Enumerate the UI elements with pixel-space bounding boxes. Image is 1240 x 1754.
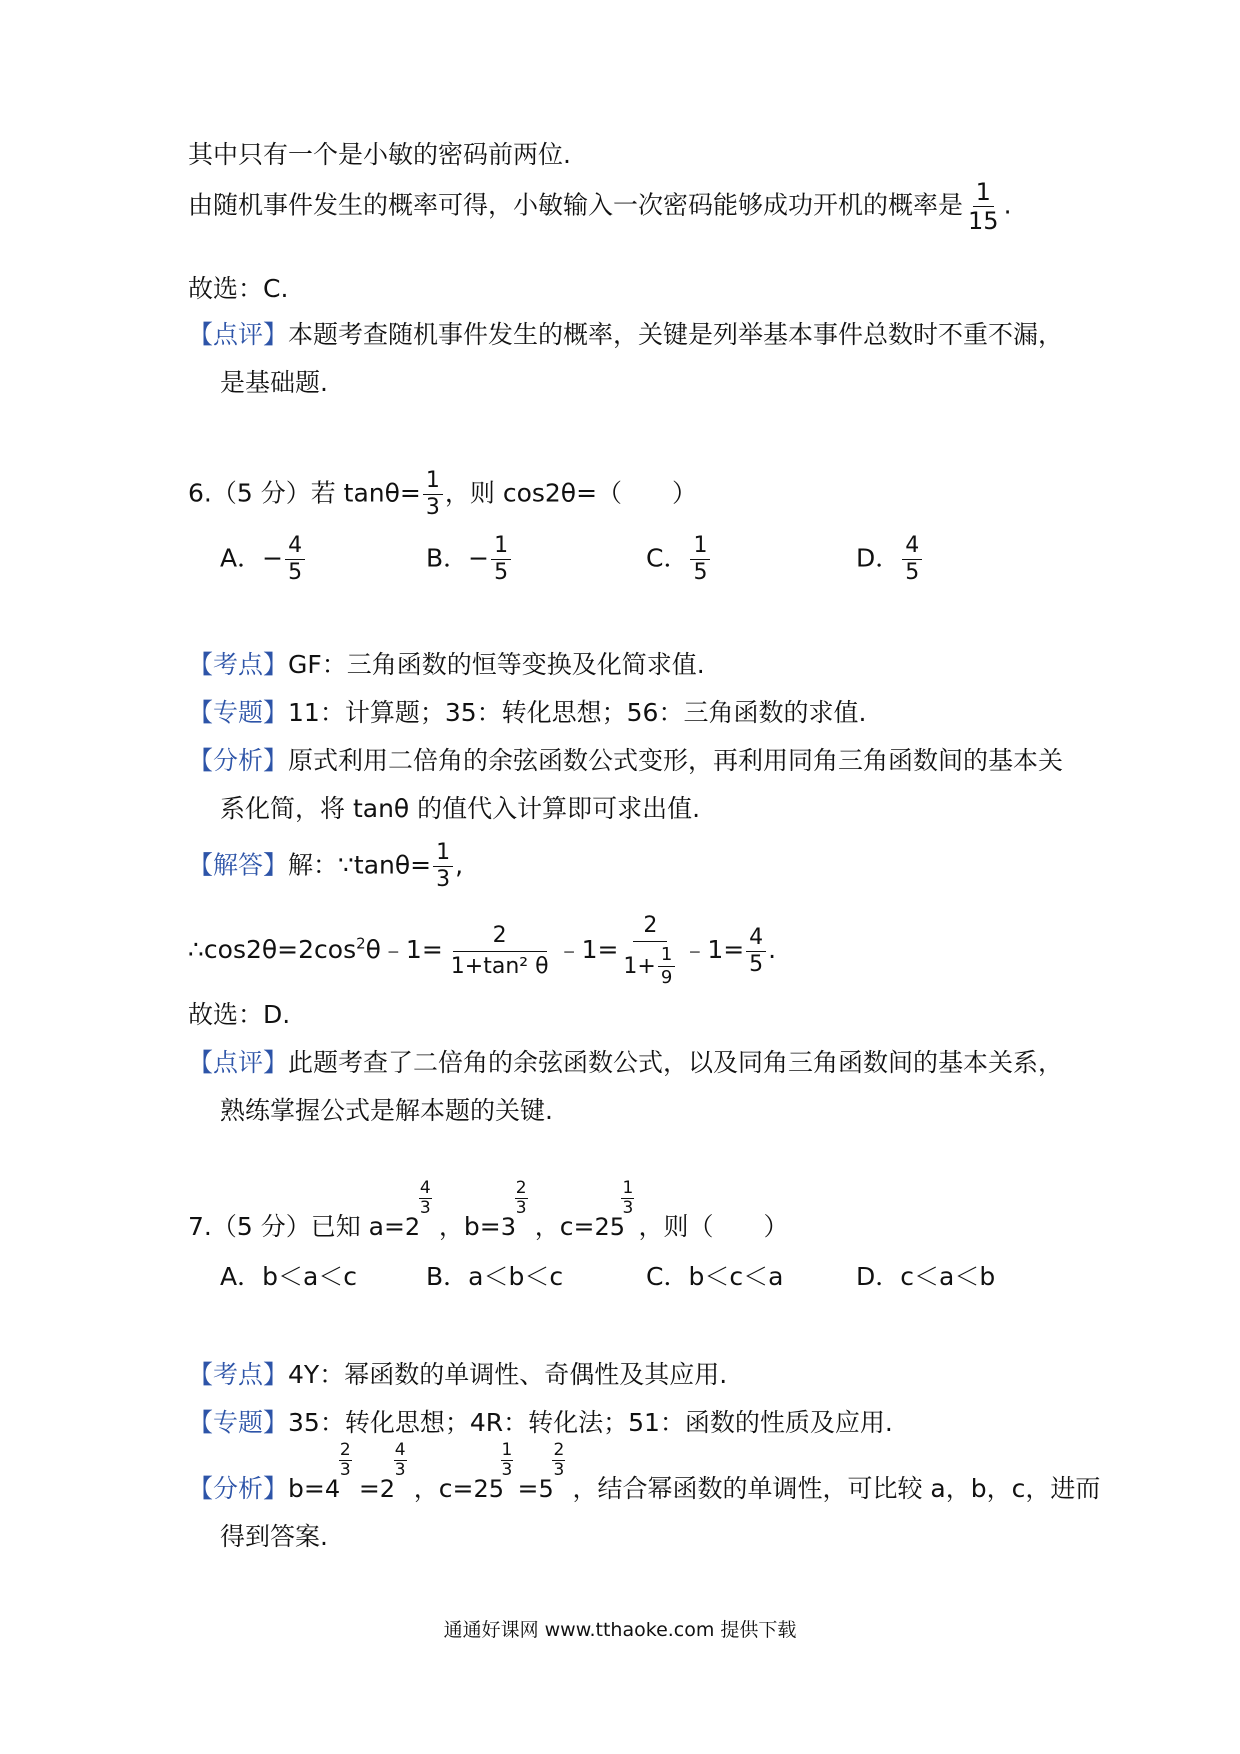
fenxi-tag: 【分析】 (188, 746, 289, 775)
jieda-tag: 【解答】 (188, 850, 289, 880)
q7-zhuanti (188, 1406, 893, 1440)
answer-line: 故选：C. (188, 274, 289, 303)
q7-option-a[interactable]: A．b＜a＜c (220, 1262, 358, 1291)
text-segment: 1+ (623, 953, 656, 979)
denominator: 5 (749, 951, 764, 977)
fraction (491, 535, 511, 584)
jieda-text: 解：∵tanθ= (288, 850, 432, 880)
q7-option-d[interactable]: D．c＜a＜b (856, 1262, 996, 1291)
kaodian-tag: 【考点】 (188, 650, 289, 679)
power-base: 2 (404, 1213, 421, 1241)
text-segment: ，则 cos2θ=（ ） (444, 478, 698, 508)
power (538, 1440, 572, 1506)
q6-option-c[interactable] (646, 535, 712, 584)
power (500, 1178, 535, 1244)
numerator: 1 (423, 470, 443, 495)
text-line-probability (188, 180, 1012, 233)
exponent (552, 1442, 565, 1479)
text-segment: ，c= (534, 1212, 595, 1241)
superscript: 2 (356, 934, 366, 953)
numerator: 2 (453, 925, 547, 952)
q7-fenxi-cont: 得到答案. (220, 1522, 328, 1551)
option-label: A． (220, 543, 263, 573)
exponent (339, 1442, 352, 1479)
q6-answer: 故选：D. (188, 1000, 291, 1029)
exponent (501, 1442, 514, 1479)
option-label: C． (646, 543, 689, 573)
q6-dianping-cont: 熟练掌握公式是解本题的关键. (220, 1096, 553, 1125)
q7-option-c[interactable]: C．b＜c＜a (646, 1262, 784, 1291)
denominator: 5 (288, 560, 303, 585)
comment-line-cont: 是基础题. (220, 368, 328, 397)
fraction (965, 180, 1002, 233)
fraction (423, 470, 443, 519)
denominator (620, 942, 680, 987)
text-segment: ∴cos2θ=2cos (188, 935, 357, 964)
text-segment: ，结合幂函数的单调性，可比较 a，b，c，进而 (572, 1474, 1101, 1503)
option-label: D． (856, 543, 901, 573)
q6-zhuanti (188, 696, 866, 730)
numerator: 4 (394, 1440, 406, 1460)
dianping-text: 此题考查了二倍角的余弦函数公式，以及同角三角函数间的基本关系， (288, 1048, 1064, 1077)
q7-option-b[interactable]: B．a＜b＜c (426, 1262, 564, 1291)
kaodian-text: GF：三角函数的恒等变换及化简求值. (288, 650, 705, 679)
q6-equation (188, 915, 776, 987)
fraction (658, 946, 675, 987)
numerator: 1 (690, 535, 710, 560)
text-line: 其中只有一个是小敏的密码前两位. (188, 140, 571, 169)
power-base: 25 (594, 1213, 625, 1241)
numerator: 4 (285, 535, 305, 560)
exponent (515, 1180, 528, 1217)
power (379, 1440, 414, 1506)
denominator: 3 (419, 1198, 431, 1218)
fraction (285, 535, 305, 584)
power-base: 2 (379, 1475, 396, 1503)
denominator: 9 (660, 967, 673, 988)
power (324, 1440, 359, 1506)
text-segment: ﹣1= (556, 935, 619, 964)
q6-fenxi-cont: 系化简，将 tanθ 的值代入计算即可求出值. (220, 794, 701, 823)
text-segment: ，则（ ） (638, 1212, 789, 1241)
text-segment: b= (288, 1474, 325, 1503)
q6-option-a[interactable] (220, 535, 307, 584)
text-segment: , (455, 850, 464, 880)
numerator: 2 (633, 915, 667, 942)
exponent (394, 1442, 407, 1479)
exponent (419, 1180, 432, 1217)
denominator: 3 (622, 1198, 634, 1218)
denominator: 3 (425, 495, 440, 520)
zhuanti-tag: 【专题】 (188, 698, 289, 727)
option-sign: − (468, 543, 490, 573)
denominator: 5 (693, 560, 708, 585)
text-segment: 7.（5 分）已知 a= (188, 1212, 405, 1241)
zhuanti-text: 35：转化思想；4R：转化法；51：函数的性质及应用. (288, 1408, 893, 1437)
fraction (433, 842, 453, 891)
denominator: 3 (339, 1460, 351, 1480)
kaodian-text: 4Y：幂函数的单调性、奇偶性及其应用. (288, 1360, 728, 1389)
fraction (620, 915, 680, 987)
numerator: 4 (419, 1178, 431, 1198)
text-segment: 由随机事件发生的概率可得，小敏输入一次密码能够成功开机的概率是 (188, 190, 964, 220)
q7-fenxi (188, 1440, 1101, 1506)
numerator: 1 (491, 535, 511, 560)
power (594, 1178, 638, 1244)
denominator: 3 (501, 1460, 513, 1480)
numerator: 4 (746, 927, 766, 952)
denominator: 3 (436, 867, 451, 892)
numerator: 2 (339, 1440, 351, 1460)
text-segment: ﹣1= (682, 935, 745, 964)
text-segment: ，b= (438, 1212, 501, 1241)
q7-kaodian (188, 1358, 727, 1392)
q6-kaodian (188, 648, 705, 682)
text-segment: . (768, 935, 777, 964)
denominator: 5 (494, 560, 509, 585)
q6-option-d[interactable] (856, 535, 924, 584)
comment-text: 本题考查随机事件发生的概率，关键是列举基本事件总数时不重不漏， (288, 320, 1064, 349)
numerator: 1 (501, 1440, 513, 1460)
comment-line (188, 318, 1063, 352)
text-segment: . (1003, 190, 1012, 220)
q6-jieda (188, 842, 463, 891)
fraction (690, 535, 710, 584)
zhuanti-tag: 【专题】 (188, 1408, 289, 1437)
text-segment: = (517, 1474, 539, 1503)
power (473, 1440, 518, 1506)
numerator: 1 (433, 842, 453, 867)
q6-option-b[interactable] (426, 535, 513, 584)
denominator: 5 (905, 560, 920, 585)
zhuanti-text: 11：计算题；35：转化思想；56：三角函数的求值. (288, 698, 867, 727)
numerator: 2 (553, 1440, 565, 1460)
page-footer: 通通好课网 www.tthaoke.com 提供下载 (443, 1619, 797, 1641)
text-segment: θ﹣1= (365, 935, 443, 964)
numerator: 4 (902, 535, 922, 560)
numerator: 1 (658, 946, 675, 967)
exponent (621, 1180, 634, 1217)
power-base: 25 (473, 1475, 505, 1503)
q6-stem (188, 470, 697, 519)
dianping-tag: 【点评】 (188, 1048, 289, 1077)
fraction (445, 922, 555, 979)
power-base: 3 (500, 1213, 517, 1241)
fenxi-tag: 【分析】 (188, 1474, 289, 1503)
denominator: 1+tan² θ (450, 953, 549, 979)
option-label: B． (426, 543, 469, 573)
option-sign: − (262, 543, 284, 573)
numerator: 2 (515, 1178, 527, 1198)
q6-dianping (188, 1046, 1063, 1080)
denominator: 3 (515, 1198, 527, 1218)
power (404, 1178, 439, 1244)
q6-fenxi (188, 744, 1063, 778)
denominator: 3 (553, 1460, 565, 1480)
power-base: 5 (538, 1475, 554, 1503)
fenxi-text: 原式利用二倍角的余弦函数公式变形，再利用同角三角函数间的基本关 (288, 746, 1064, 775)
kaodian-tag: 【考点】 (188, 1360, 289, 1389)
text-segment: ，c= (413, 1474, 474, 1503)
text-segment: 6.（5 分）若 tanθ= (188, 478, 421, 508)
comment-tag: 【点评】 (188, 320, 289, 349)
fraction (746, 924, 766, 977)
power-base: 4 (324, 1475, 341, 1503)
denominator: 15 (968, 207, 999, 235)
q7-stem (188, 1178, 789, 1244)
numerator: 1 (973, 180, 994, 207)
fraction (902, 535, 922, 584)
denominator: 3 (394, 1460, 406, 1480)
numerator: 1 (622, 1178, 634, 1198)
text-segment: = (358, 1474, 380, 1503)
